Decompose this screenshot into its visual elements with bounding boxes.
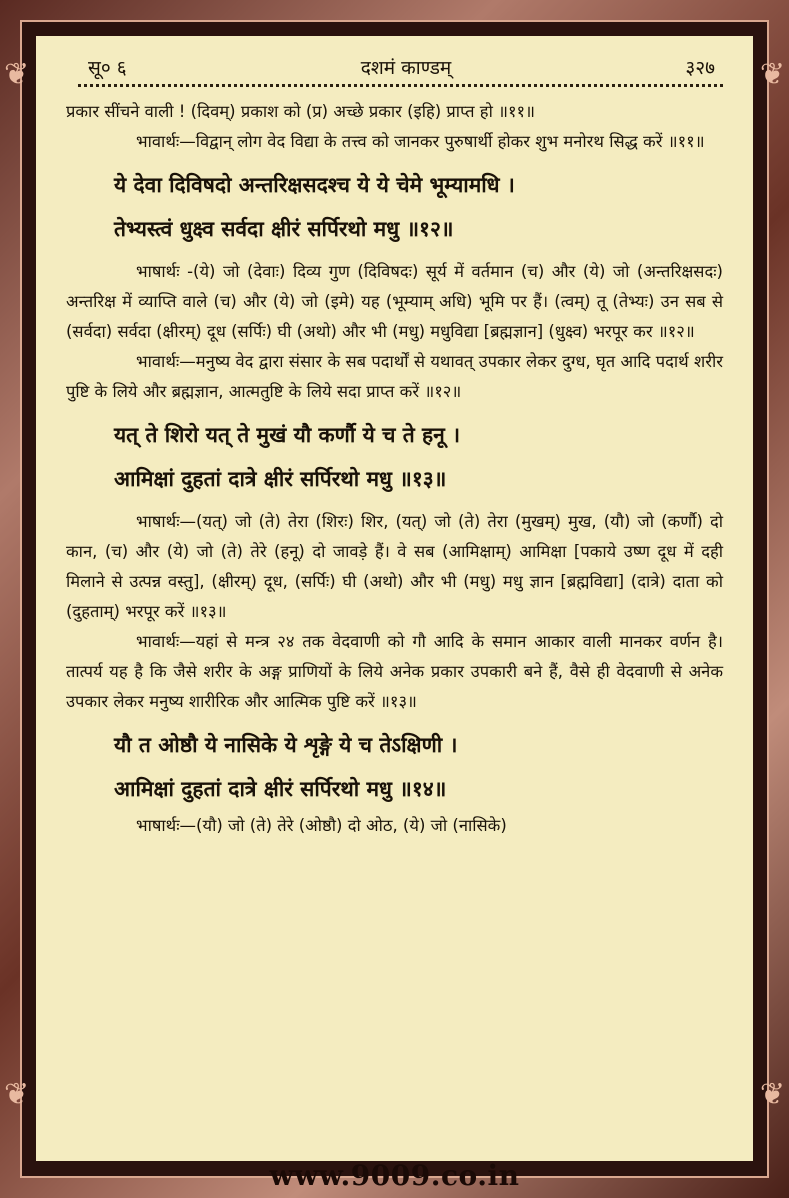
left-ornament-icon: ❦ (4, 57, 30, 92)
bhashartha-paragraph: भाषार्थः—(यौ) जो (ते) तेरे (ओष्ठौ) दो ओठ, (ये) जो (नासिके) (136, 816, 507, 835)
page-header (88, 54, 715, 80)
bhashartha-paragraph: भाषार्थः -(ये) जो (देवाः) दिव्य गुण (दिविषदः) सूर्य में वर्तमान (च) और (ये) जो (अन्तरिक्षसदः) अन्तरिक्ष में व्याप्ति वाले (च) और (ये) जो (इमे) यह (भूम्याम् अधि) भूमि पर हैं। (त्वम्) तू (तेभ्यः) उन सब से (सर्वदा) सर्वदा (क्षीरम्) दूध (सर्पिः) घी (अथो) और भी (मधु) मधुविद्या [ब्रह्मज्ञान] (धुक्ष्व) भरपूर कर ॥१२॥ (66, 262, 723, 341)
right-ornament-icon: ❦ (759, 1077, 785, 1112)
mantra-12-line-2: तेभ्यस्त्वं धुक्ष्व सर्वदा क्षीरं सर्पिरथो मधु ॥१२॥ (114, 217, 454, 241)
mantra-13-line-1: यत् ते शिरो यत् ते मुखं यौ कर्णौ ये च ते हनू । (114, 423, 461, 447)
mantra-12-line-1: ये देवा दिविषदो अन्तरिक्षसदश्च ये ये चेमे भूम्यामधि । (114, 173, 515, 197)
commentary-paragraph: प्रकार सींचने वाली ! (दिवम्) प्रकाश को (प्र) अच्छे प्रकार (इहि) प्राप्त हो ॥११॥ (66, 102, 536, 121)
left-ornament-icon: ❦ (4, 1077, 30, 1112)
mantra-14-line-1: यौ त ओष्ठौ ये नासिके ये शृङ्गे ये च तेऽक्षिणी । (114, 733, 458, 757)
mantra-13-line-2: आमिक्षां दुहतां दात्रे क्षीरं सर्पिरथो मधु ॥१३॥ (114, 467, 447, 491)
bhavartha-paragraph: भावार्थः—यहां से मन्त्र २४ तक वेदवाणी को गौ आदि के समान आकार वाली मानकर वर्णन है। तात्पर्य यह है कि जैसे शरीर के अङ्ग प्राणियों के लिये अनेक प्रकार उपकारी बने हैं, वैसे ही वेदवाणी से अनेक उपकार लेकर मनुष्य शारीरिक और आत्मिक पुष्टि करें ॥१३॥ (66, 632, 723, 711)
mantra-14-line-2: आमिक्षां दुहतां दात्रे क्षीरं सर्पिरथो मधु ॥१४॥ (114, 777, 447, 801)
bhavartha-paragraph: भावार्थः—विद्वान् लोग वेद विद्या के तत्त्व को जानकर पुरुषार्थी होकर शुभ मनोरथ सिद्ध करें ॥११॥ (136, 132, 705, 151)
website-url: www.9009.co.in (269, 1159, 520, 1192)
header-divider (78, 84, 723, 87)
bhavartha-paragraph: भावार्थः—मनुष्य वेद द्वारा संसार के सब पदार्थों से यथावत् उपकार लेकर दुग्ध, घृत आदि पदार्थ शरीर पुष्टि के लिये और ब्रह्मज्ञान, आत्मतुष्टि के लिये सदा प्राप्त करें ॥१२॥ (66, 352, 723, 401)
page-number: ३२७ (685, 57, 715, 79)
kanda-title: दशमं काण्डम् (360, 57, 452, 79)
document-page (36, 36, 753, 1161)
right-ornament-icon: ❦ (759, 57, 785, 92)
sukta-number: सू० ६ (88, 57, 127, 79)
bhashartha-paragraph: भाषार्थः—(यत्) जो (ते) तेरा (शिरः) शिर, (यत्) जो (ते) तेरा (मुखम्) मुख, (यौ) जो (कर्णौ) दो कान, (च) और (ये) जो (ते) तेरे (हनू) दो जावड़े हैं। वे सब (आमिक्षाम्) आमिक्षा [पकाये उष्ण दूध में दही मिलाने से उत्पन्न वस्तु], (क्षीरम्) दूध, (सर्पिः) घी (अथो) और भी (मधु) मधु ज्ञान [ब्रह्मविद्या] (दात्रे) दाता को (दुहताम्) भरपूर करें ॥१३॥ (66, 512, 723, 621)
